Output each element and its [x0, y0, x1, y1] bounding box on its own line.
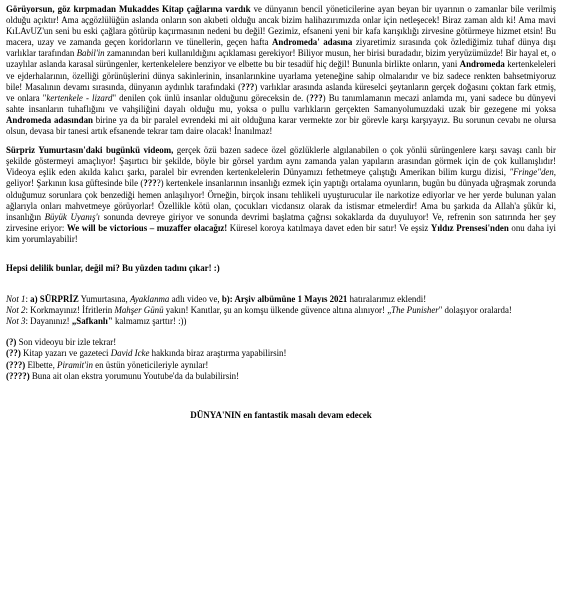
text-run: Yumurtasına, [78, 294, 130, 305]
text-run: yakın! Kanıtlar, şu an komşu ülkende güvence altına alınıyor! „ [163, 305, 392, 316]
text-run: Piramit'in [57, 359, 93, 370]
text-run: ??? [143, 178, 157, 189]
footnote-2 [6, 348, 556, 359]
text-run: The Punisher [391, 305, 439, 316]
text-run: (?) [6, 337, 17, 348]
text-run: Buna ait olan ekstra yorumunu Youtube'da da bulabilirsin! [29, 370, 240, 381]
text-run: „Safkanlı" [71, 316, 113, 327]
text-run: : Korkmayınız! İfritlerin [25, 305, 115, 316]
text-run: (????) [6, 370, 30, 381]
text-run: "Fringe"den [509, 167, 554, 178]
text-run: hakkında biraz araştırma yapabilirsin! [149, 348, 287, 359]
text-run: Babil'in [76, 48, 105, 59]
text-run: a) SÜRPRİZ [30, 294, 79, 305]
text-run: Kitap yazarı ve gazeteci [20, 348, 111, 359]
text-run: We will be victorious – muzaffer olacağız! [66, 222, 228, 233]
text-run: ve dünyanın bencil yöneticilerine ayan beyan bir uyarının o zamanlar bile verilmiş olduğu açıktır! Ama açgözlülüğün aslanda onların son akıbeti olduğu ancak bizim halihazırımızda onlar için netleşecek! Biraz zaman aldı ki! Ama mavi KıLAvUZ'un seni bu eski çağlara götürüp kaçırmasının nedeni bu değil! Gezimiz, efsaneni yeni bir kafa karışıklığı zirvesine götürmeye hizmet etsin! Bu macera, uzay ve zamanda geçen koridorların ve tünellerin, geçen hafta [6, 4, 556, 48]
text-run: onu daha iyi kim yorumlayabilir! [6, 222, 557, 244]
text-run: zamanından beri kullanıldığını açıklaması gerekiyor! Biliyor musun, her birisi buradadır, bizim yeryüzümüzde! Bir hayal et, o uzaylılar aslanda karasal sürüngenler, kertenkelelere benziyor ve elbette bu bir tesadüf hiç değil! Bununla birlikte onların, yani [6, 48, 556, 70]
text-run: Ayaklanma [129, 294, 170, 305]
text-run: Not 3 [6, 316, 26, 327]
text-run: Not 2 [6, 305, 26, 316]
text-run: ) varlıklar arasında aslanda küreselci şeytanların gerçek doğasını çoktan fark etmiş, ve onlara " [6, 81, 556, 103]
text-run: kalmamız şarttır! :)) [112, 316, 187, 327]
paragraph-2 [6, 145, 556, 245]
closing-line: DÜNYA'NIN en fantastik masalı devam edecek [190, 409, 372, 420]
text-run: , geliyor! Şarkının kısa güftesinde bile ( [6, 167, 556, 189]
text-run: sonunda devreye giriyor ve sonunda devrimi başlatma çağrısı sokaklarda da duyuluyor! Ve, refrenin son satırında her şey zirvesine eriyor: [6, 211, 556, 233]
text-run: ??? [241, 81, 255, 92]
text-run: Sürpriz Yumurtasın'daki bugünkü videom, [6, 145, 174, 156]
text-run: kertenkeleleri ve ejderhalarının, özelliği görünüşlerini dünya sakinlerinin, insanlarınkine uyarlama yeteneğine sahip olmalarıdır ve biz sadece renkten bahsetmiyoruz bile! Masalının devamı sırasında, dünyanın aydınlık tarafındaki ( [6, 59, 556, 92]
text-run: ziyaretimiz sırasında çok özlediğimiz tuhaf dünya dışı varlıklar tarafından [6, 37, 556, 59]
text-run: Elbette, [25, 359, 58, 370]
note-1 [6, 294, 556, 305]
note-2 [6, 305, 556, 316]
text-run: ) Bu tanımlamanın mecazi anlamda mı, yani sadece bu dünyevi sahte insanların tuhaflığını ve vahşiliğini dayalı olduğu mu, yoksa o pullu varlıkların gerçekten Samanyolumuzdaki uzak bir gezegene mi yoksa [6, 92, 556, 114]
text-run: (???) [6, 359, 26, 370]
text-run: " dolaşıyor oralarda! [438, 305, 512, 316]
text-run: David Icke [110, 348, 150, 359]
paragraph-3 [6, 263, 556, 274]
text-run: Andromeda adasından [6, 114, 93, 125]
text-run: gerçek özü bazen sadece özel gözlüklerle algılanabilen o çok yönlü sürüngenlere karşı savaşı canlı bir şekilde göstermeyi amaçlıyor! Şaşırtıcı bir şekilde, böyle bir görsel yardım aynı zamanda yalan yapıların arasından görmek için de çok kullanışlıdır! Videoya eşlik eden akılda kalıcı şarkı, paralel bir evrenden kertenkelelerin Dünyamızı fethetmeye çalıştığı Amerikan bilim kurgu dizisi, [6, 145, 556, 178]
text-run: : Dayanınız! [25, 316, 72, 327]
text-run: (??) [6, 348, 21, 359]
text-run: : [25, 294, 31, 305]
footnote-4 [6, 371, 556, 382]
footnotes-section [6, 337, 556, 381]
text-run: Not 1 [6, 294, 26, 305]
footnote-3 [6, 360, 556, 371]
notes-section [6, 294, 556, 327]
text-run: Andromeda [459, 59, 505, 70]
text-run: Yıldız Prensesi'nden [430, 222, 509, 233]
text-run: birine ya da bir paralel evrendeki mi ait olduğuna karar vermekte zor bir görevle karşı karşıyayız. Bu sorunun cevabı ne olursa olsun, devasa bir tanesi artık efsanende tekrar tam daire olacak! İnanılmaz! [6, 114, 556, 137]
text-run: Andromeda' adasına [272, 37, 353, 48]
footnote-1 [6, 337, 556, 348]
text-run: en üstün yöneticileriyle aynılar! [92, 359, 209, 370]
paragraph-1 [6, 4, 556, 137]
text-run: Küresel koroya katılmaya davet eden bir satır! Ve eşsiz [227, 222, 431, 233]
text-run: Hepsi delilik bunlar, değil mi? Bu yüzden tadını çıkar! [6, 262, 214, 273]
text-run: b): Arşiv albümüne 1 Mayıs 2021 [221, 294, 348, 305]
text-run: ??? [309, 92, 323, 103]
text-run: " denilen çok ünlü insanlar olduğunu göreceksin de. ( [112, 92, 310, 103]
text-run: Mahşer Günü [114, 305, 164, 316]
text-run: kertenkele - lizard [46, 92, 113, 103]
text-run: :) [213, 262, 220, 273]
text-run: adlı video ve, [169, 294, 222, 305]
text-run: hatıralarımız eklendi! [347, 294, 427, 305]
text-run: Görüyorsun, göz kırpmadan Mukaddes Kitap çağlarına vardık [6, 4, 251, 14]
text-run: Son videoyu bir izle tekrar! [16, 337, 117, 348]
text-run: ?) kertenkele insanlarının insanlığı ezmek için yaptığı ortalama oyunların, bugün bu dünyada uğraşmak zorunda olduğumuz sorunlara çok benzediği hemen anlaşılıyor! Örneğin, birçok insanı tehlikeli uyuşturucular ile narkotize ediyorlar ve her yerde bulunan yalan ağlarıyla onları mahvetmeye görüyorlar! Özellikle kötü olan, çocukları vicdansız olarak da istismar etmelerdir! Ama bu şarkıda da Allah'a şükür ki, insanlığın [6, 178, 556, 222]
text-run: Büyük Uyanış'ı [44, 211, 100, 222]
note-3 [6, 316, 556, 327]
